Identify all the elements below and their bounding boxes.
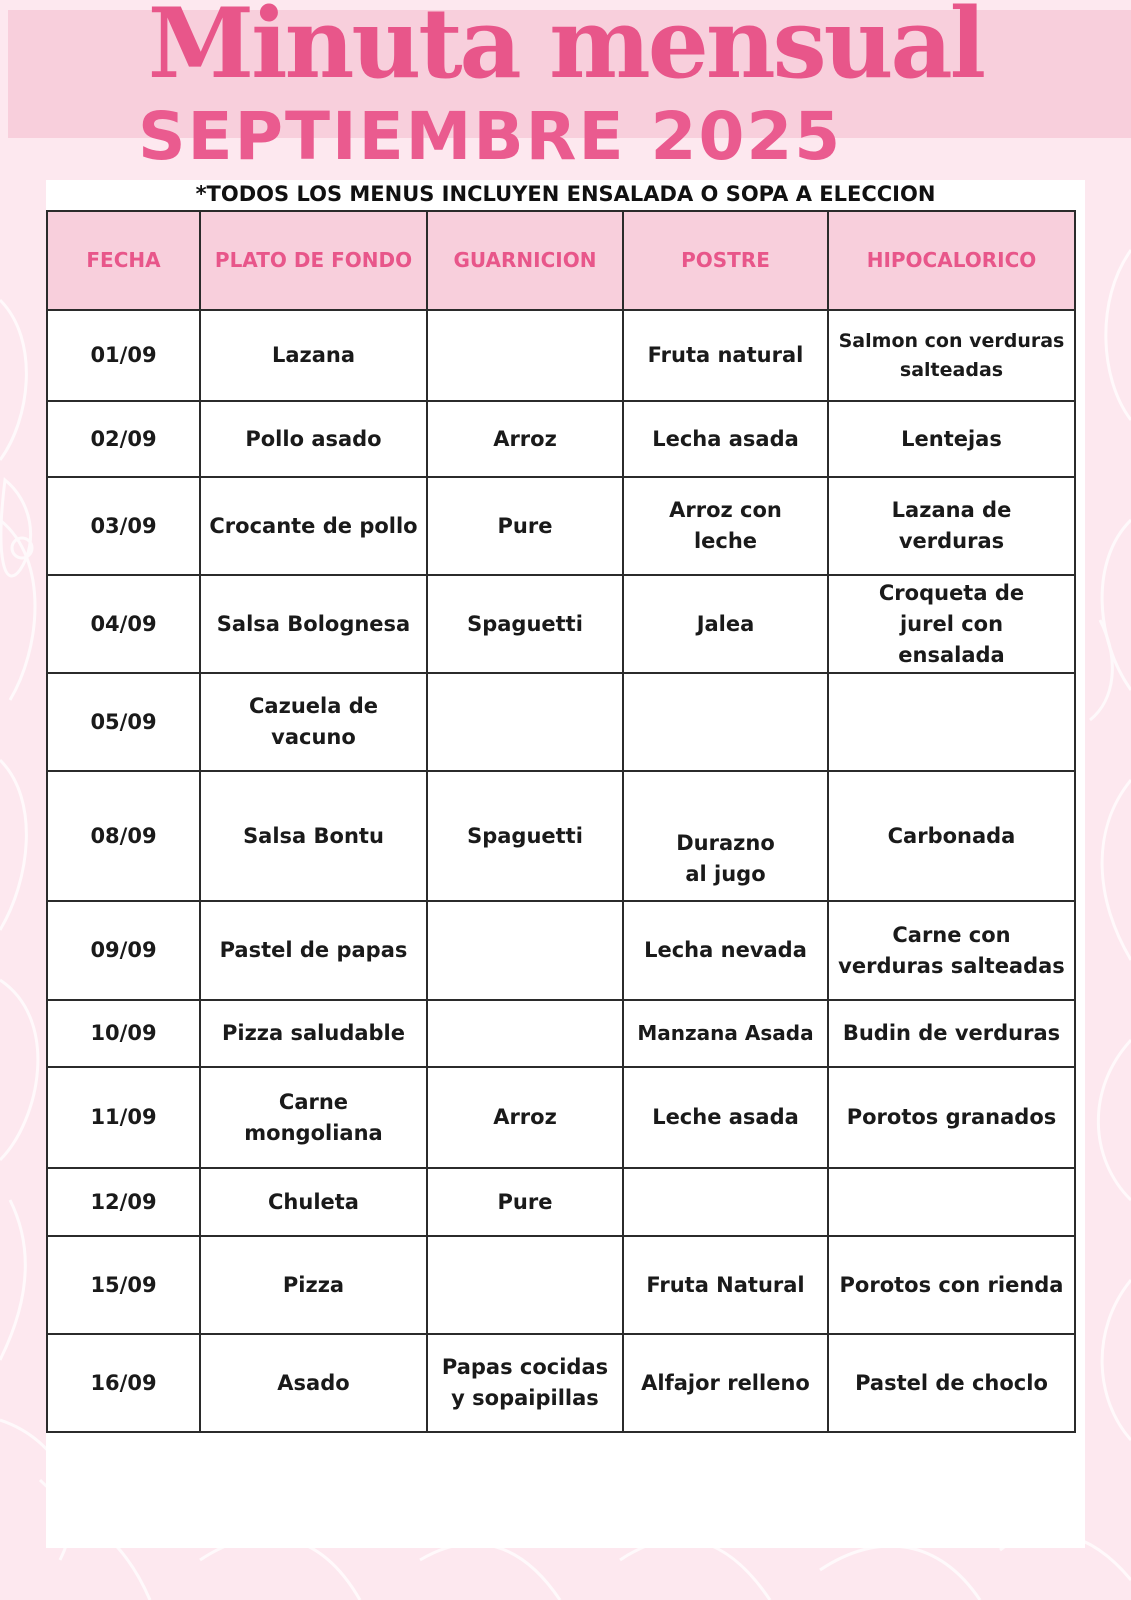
cell-postre: Fruta Natural [623,1236,828,1334]
table-row [47,575,1075,673]
cell-fecha: 03/09 [47,477,200,575]
cell-plato: Pizza [200,1236,427,1334]
table-row [47,1067,1075,1168]
cell-hipocalorico: Croqueta de jurel con ensalada [828,575,1075,673]
cell-plato: Asado [200,1334,427,1432]
cell-guarnicion: Pure [427,1168,623,1236]
table-row [47,310,1075,401]
column-header-plato-de-fondo: PLATO DE FONDO [200,211,427,310]
column-header-hipocalorico: HIPOCALORICO [828,211,1075,310]
cell-plato: Salsa Bontu [200,771,427,901]
column-header-fecha: FECHA [47,211,200,310]
cell-hipocalorico [828,1168,1075,1236]
cell-hipocalorico: Budin de verduras [828,1000,1075,1067]
cell-guarnicion: Pure [427,477,623,575]
cell-hipocalorico [828,673,1075,771]
cell-guarnicion [427,1000,623,1067]
page-title: Minuta mensual [147,0,984,100]
table-row [47,477,1075,575]
cell-guarnicion [427,673,623,771]
cell-postre [623,673,828,771]
cell-fecha: 08/09 [47,771,200,901]
cell-fecha: 01/09 [47,310,200,401]
cell-plato: Pollo asado [200,401,427,477]
cell-plato: Pizza saludable [200,1000,427,1067]
cell-postre: Lecha nevada [623,901,828,1000]
table-row [47,1236,1075,1334]
cell-fecha: 12/09 [47,1168,200,1236]
cell-guarnicion [427,310,623,401]
cell-guarnicion [427,901,623,1000]
cell-hipocalorico: Porotos granados [828,1067,1075,1168]
cell-guarnicion: Arroz [427,401,623,477]
cell-fecha: 09/09 [47,901,200,1000]
table-row [47,1334,1075,1432]
table-row [47,1168,1075,1236]
cell-postre: Alfajor relleno [623,1334,828,1432]
cell-guarnicion: Spaguetti [427,575,623,673]
cell-fecha: 15/09 [47,1236,200,1334]
cell-postre: Fruta natural [623,310,828,401]
menu-note: *TODOS LOS MENUS INCLUYEN ENSALADA O SOPA A ELECCION [195,182,936,206]
cell-plato: Lazana [200,310,427,401]
table-row [47,901,1075,1000]
cell-hipocalorico: Carbonada [828,771,1075,901]
column-header-guarnicion: GUARNICION [427,211,623,310]
cell-plato: Cazuela de vacuno [200,673,427,771]
cell-guarnicion [427,1236,623,1334]
cell-fecha: 04/09 [47,575,200,673]
table-row [47,401,1075,477]
cell-fecha: 02/09 [47,401,200,477]
cell-guarnicion: Papas cocidas y sopaipillas [427,1334,623,1432]
cell-postre: Jalea [623,575,828,673]
cell-postre: Leche asada [623,1067,828,1168]
cell-hipocalorico: Lazana de verduras [828,477,1075,575]
cell-plato: Salsa Bolognesa [200,575,427,673]
table-row [47,1000,1075,1067]
cell-postre: Durazno al jugo [623,771,828,901]
cell-hipocalorico: Lentejas [828,401,1075,477]
cell-hipocalorico: Salmon con verduras salteadas [828,310,1075,401]
cell-fecha: 16/09 [47,1334,200,1432]
cell-postre: Arroz con leche [623,477,828,575]
cell-postre: Lecha asada [623,401,828,477]
cell-postre: Manzana Asada [623,1000,828,1067]
table-header-row [47,211,1075,310]
column-header-postre: POSTRE [623,211,828,310]
cell-guarnicion: Arroz [427,1067,623,1168]
menu-table [46,210,1076,1433]
cell-fecha: 05/09 [47,673,200,771]
page-subtitle: SEPTIEMBRE 2025 [138,98,843,175]
table-row [47,771,1075,901]
cell-plato: Carne mongoliana [200,1067,427,1168]
cell-plato: Crocante de pollo [200,477,427,575]
cell-plato: Pastel de papas [200,901,427,1000]
cell-fecha: 11/09 [47,1067,200,1168]
cell-guarnicion: Spaguetti [427,771,623,901]
cell-fecha: 10/09 [47,1000,200,1067]
table-row [47,673,1075,771]
cell-plato: Chuleta [200,1168,427,1236]
cell-hipocalorico: Pastel de choclo [828,1334,1075,1432]
cell-postre [623,1168,828,1236]
cell-hipocalorico: Porotos con rienda [828,1236,1075,1334]
cell-hipocalorico: Carne con verduras salteadas [828,901,1075,1000]
